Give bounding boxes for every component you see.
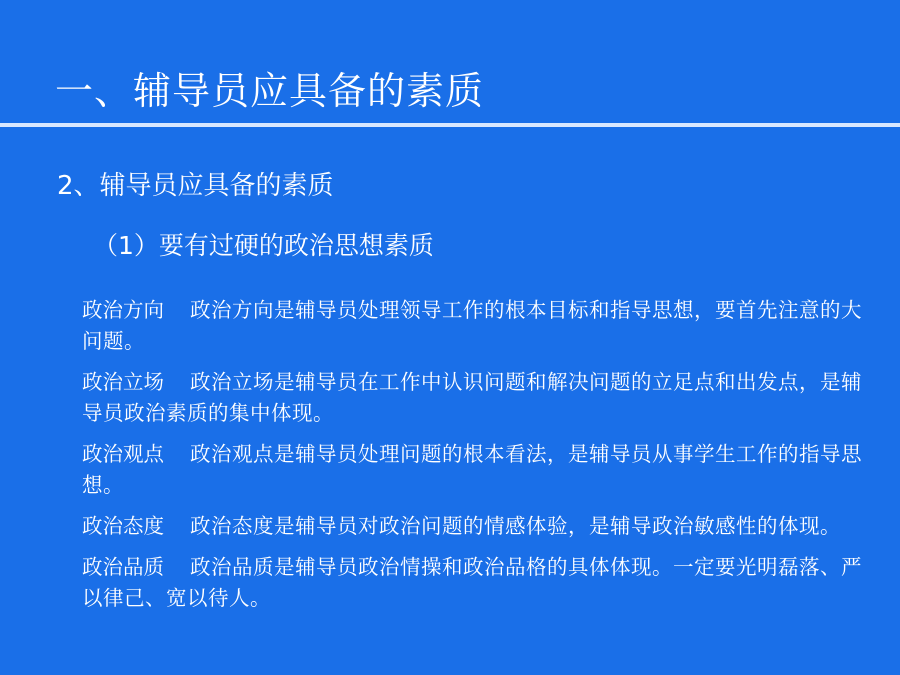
slide-title: 一、辅导员应具备的素质 — [55, 69, 485, 113]
quality-list — [82, 295, 872, 624]
subsection-heading: （1）要有过硬的政治思想素质 — [93, 231, 434, 260]
item-term: 政治观点 — [82, 442, 164, 466]
item-description: 政治立场是辅导员在工作中认识问题和解决问题的立足点和出发点，是辅导员政治素质的集中体现。 — [82, 370, 862, 425]
list-item-political-viewpoint — [82, 439, 872, 501]
item-term: 政治方向 — [82, 298, 164, 322]
item-description: 政治观点是辅导员处理问题的根本看法，是辅导员从事学生工作的指导思想。 — [82, 442, 862, 497]
title-divider — [0, 123, 900, 127]
list-item-political-attitude — [82, 511, 872, 542]
list-item-political-direction — [82, 295, 872, 357]
section-heading: 2、辅导员应具备的素质 — [57, 171, 334, 201]
item-term: 政治立场 — [82, 370, 164, 394]
item-term: 政治品质 — [82, 555, 164, 579]
item-description: 政治品质是辅导员政治情操和政治品格的具体体现。一定要光明磊落、严以律己、宽以待人。 — [82, 555, 862, 610]
item-description: 政治态度是辅导员对政治问题的情感体验，是辅导政治敏感性的体现。 — [190, 514, 841, 538]
item-description: 政治方向是辅导员处理领导工作的根本目标和指导思想，要首先注意的大问题。 — [82, 298, 862, 353]
list-item-political-character — [82, 552, 872, 614]
item-term: 政治态度 — [82, 514, 164, 538]
list-item-political-stance — [82, 367, 872, 429]
